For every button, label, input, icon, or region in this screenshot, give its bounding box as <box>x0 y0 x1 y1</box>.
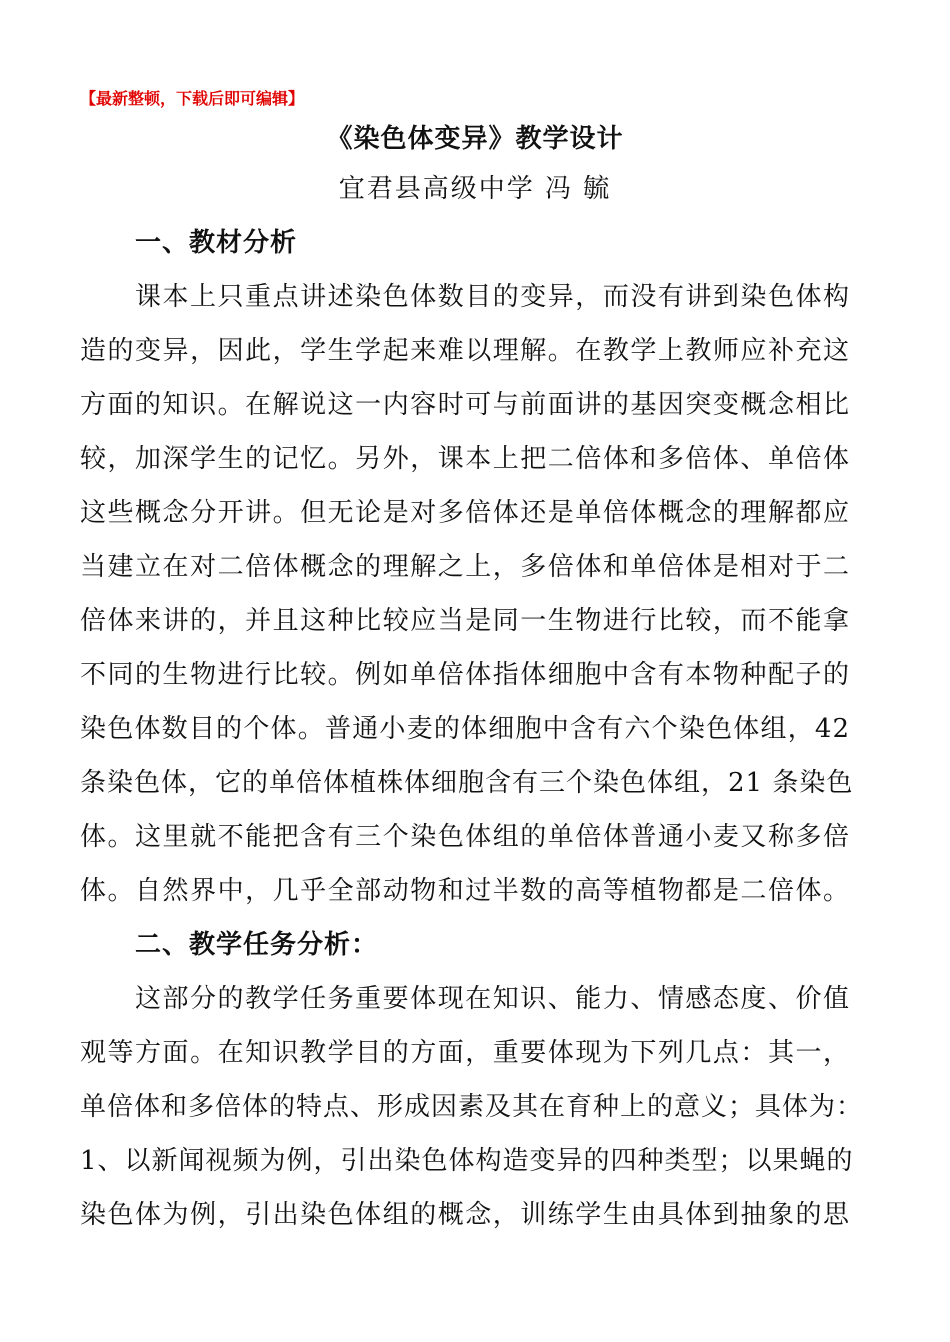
paragraph-line: 条染色体，它的单倍体植株体细胞含有三个染色体组，21 条染色 <box>80 768 854 798</box>
paragraph-line: 染色体数目的个体。普通小麦的体细胞中含有六个染色体组，42 <box>80 714 850 744</box>
paragraph-line: 造的变异，因此，学生学起来难以理解。在教学上教师应补充这 <box>80 336 850 366</box>
author-line: 宜君县高级中学 冯 毓 <box>338 174 612 204</box>
section-heading-task-analysis: 二、教学任务分析： <box>135 930 379 960</box>
paragraph-line: 课本上只重点讲述染色体数目的变异，而没有讲到染色体构 <box>135 282 850 312</box>
paragraph-line: 较，加深学生的记忆。另外，课本上把二倍体和多倍体、单倍体 <box>80 444 850 474</box>
document-title: 《染色体变异》教学设计 <box>326 124 624 154</box>
paragraph-line: 当建立在对二倍体概念的理解之上，多倍体和单倍体是相对于二 <box>80 552 850 582</box>
paragraph-line: 1、以新闻视频为例，引出染色体构造变异的四种类型；以果蝇的 <box>80 1146 854 1176</box>
paragraph-line: 单倍体和多倍体的特点、形成因素及其在育种上的意义；具体为： <box>80 1092 864 1122</box>
paragraph-line: 观等方面。在知识教学目的方面，重要体现为下列几点：其一， <box>80 1038 850 1068</box>
paragraph-line: 染色体为例，引出染色体组的概念，训练学生由具体到抽象的思 <box>80 1200 850 1230</box>
paragraph-line: 方面的知识。在解说这一内容时可与前面讲的基因突变概念相比 <box>80 390 850 420</box>
edit-notice: 【最新整顿，下载后即可编辑】 <box>80 89 305 108</box>
paragraph-line: 不同的生物进行比较。例如单倍体指体细胞中含有本物种配子的 <box>80 660 850 690</box>
paragraph-line: 体。自然界中，几乎全部动物和过半数的高等植物都是二倍体。 <box>80 876 850 906</box>
section-heading-textbook-analysis: 一、教材分析 <box>135 228 298 258</box>
paragraph-line: 这部分的教学任务重要体现在知识、能力、情感态度、价值 <box>135 984 850 1014</box>
paragraph-line: 体。这里就不能把含有三个染色体组的单倍体普通小麦又称多倍 <box>80 822 850 852</box>
paragraph-line: 倍体来讲的，并且这种比较应当是同一生物进行比较，而不能拿 <box>80 606 850 636</box>
paragraph-line: 这些概念分开讲。但无论是对多倍体还是单倍体概念的理解都应 <box>80 498 850 528</box>
